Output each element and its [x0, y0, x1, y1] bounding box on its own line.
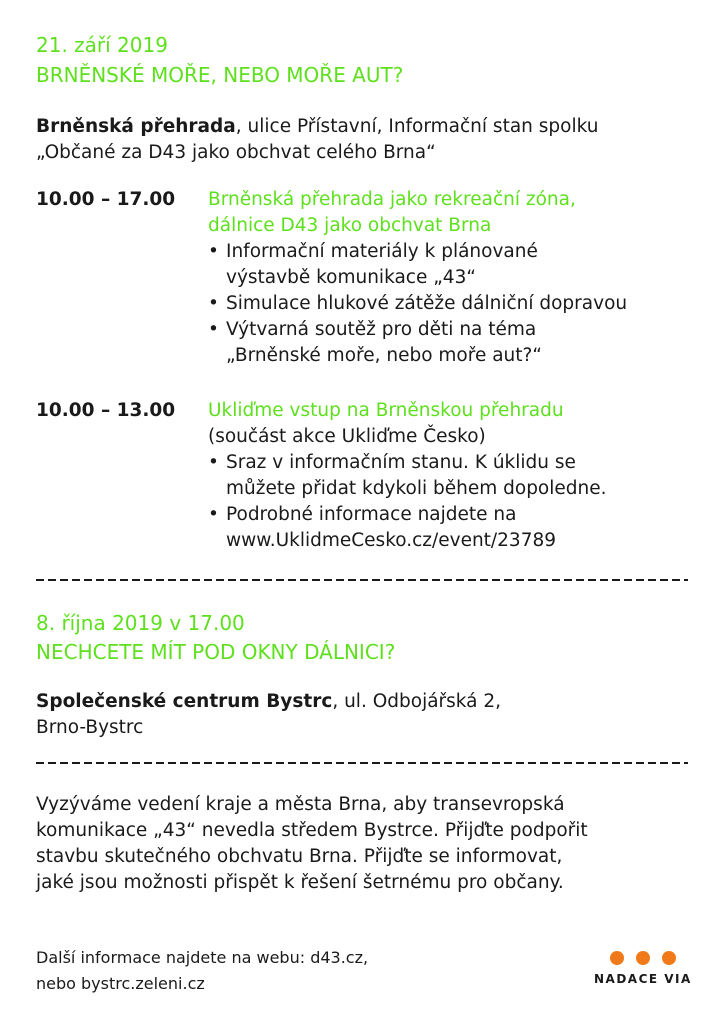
- appeal-line: stavbu skutečného obchvatu Brna. Přijďte se informovat,: [36, 846, 563, 867]
- list-item: • Simulace hlukové zátěže dálniční dopravou: [208, 291, 627, 317]
- event2-venue-line1: [36, 689, 501, 715]
- event1-title: BRNĚNSKÉ MOŘE, NEBO MOŘE AUT?: [36, 63, 404, 87]
- event2-venue-name: Společenské centrum Bystrc: [36, 691, 333, 712]
- section-divider: [36, 762, 688, 764]
- event2-venue-detail: , ul. Odbojářská 2,: [332, 691, 502, 712]
- nadace-via-logo-dots: [610, 950, 676, 969]
- footer-info-line2: nebo bystrc.zeleni.cz: [36, 974, 205, 993]
- block1-heading-line1: Brněnská přehrada jako rekreační zóna,: [208, 189, 576, 210]
- block2-time: 10.00 – 13.00: [36, 400, 176, 421]
- event1-date: 21. září 2019: [36, 33, 168, 57]
- list-item: • Informační materiály k plánované výstavbě komunikace „43“: [208, 239, 627, 291]
- dot-icon: [662, 951, 676, 965]
- section-divider: [36, 579, 688, 581]
- dot-icon: [636, 951, 650, 965]
- footer-info-line1: Další informace najdete na webu: d43.cz,: [36, 948, 369, 967]
- event1-venue-detail: , ulice Přístavní, Informační stan spolku: [235, 116, 599, 137]
- event1-venue-line2: „Občané za D43 jako obchvat celého Brna“: [36, 142, 436, 163]
- appeal-line: Vyzýváme vedení kraje a města Brna, aby transevropská: [36, 794, 565, 815]
- block2-bullet-list: [208, 450, 607, 554]
- appeal-line: komunikace „43“ nevedla středem Bystrce. Přijďte podpořit: [36, 820, 588, 841]
- dot-icon: [610, 951, 624, 965]
- appeal-paragraph: [36, 792, 588, 896]
- nadace-via-logo-text: NADACE VIA: [594, 972, 692, 986]
- event2-venue-line2: Brno-Bystrc: [36, 717, 144, 738]
- block2-subheading: (součást akce Ukliďme Česko): [208, 426, 486, 447]
- block1-heading-line2: dálnice D43 jako obchvat Brna: [208, 215, 492, 236]
- block2-heading: Ukliďme vstup na Brněnskou přehradu: [208, 400, 564, 421]
- list-item: • Výtvarná soutěž pro děti na téma „Brněnské moře, nebo moře aut?“: [208, 317, 627, 369]
- block1-bullet-list: [208, 239, 627, 369]
- event2-title: NECHCETE MÍT POD OKNY DÁLNICI?: [36, 640, 396, 664]
- list-item: • Podrobné informace najdete na www.UklidmeCesko.cz/event/23789: [208, 502, 607, 554]
- appeal-line: jaké jsou možnosti přispět k řešení šetrnému pro občany.: [36, 872, 564, 893]
- event1-venue-name: Brněnská přehrada: [36, 116, 236, 137]
- list-item: • Sraz v informačním stanu. K úklidu se můžete přidat kdykoli během dopoledne.: [208, 450, 607, 502]
- event2-date: 8. října 2019 v 17.00: [36, 611, 245, 635]
- block1-time: 10.00 – 17.00: [36, 189, 176, 210]
- event1-venue-line1: [36, 114, 598, 140]
